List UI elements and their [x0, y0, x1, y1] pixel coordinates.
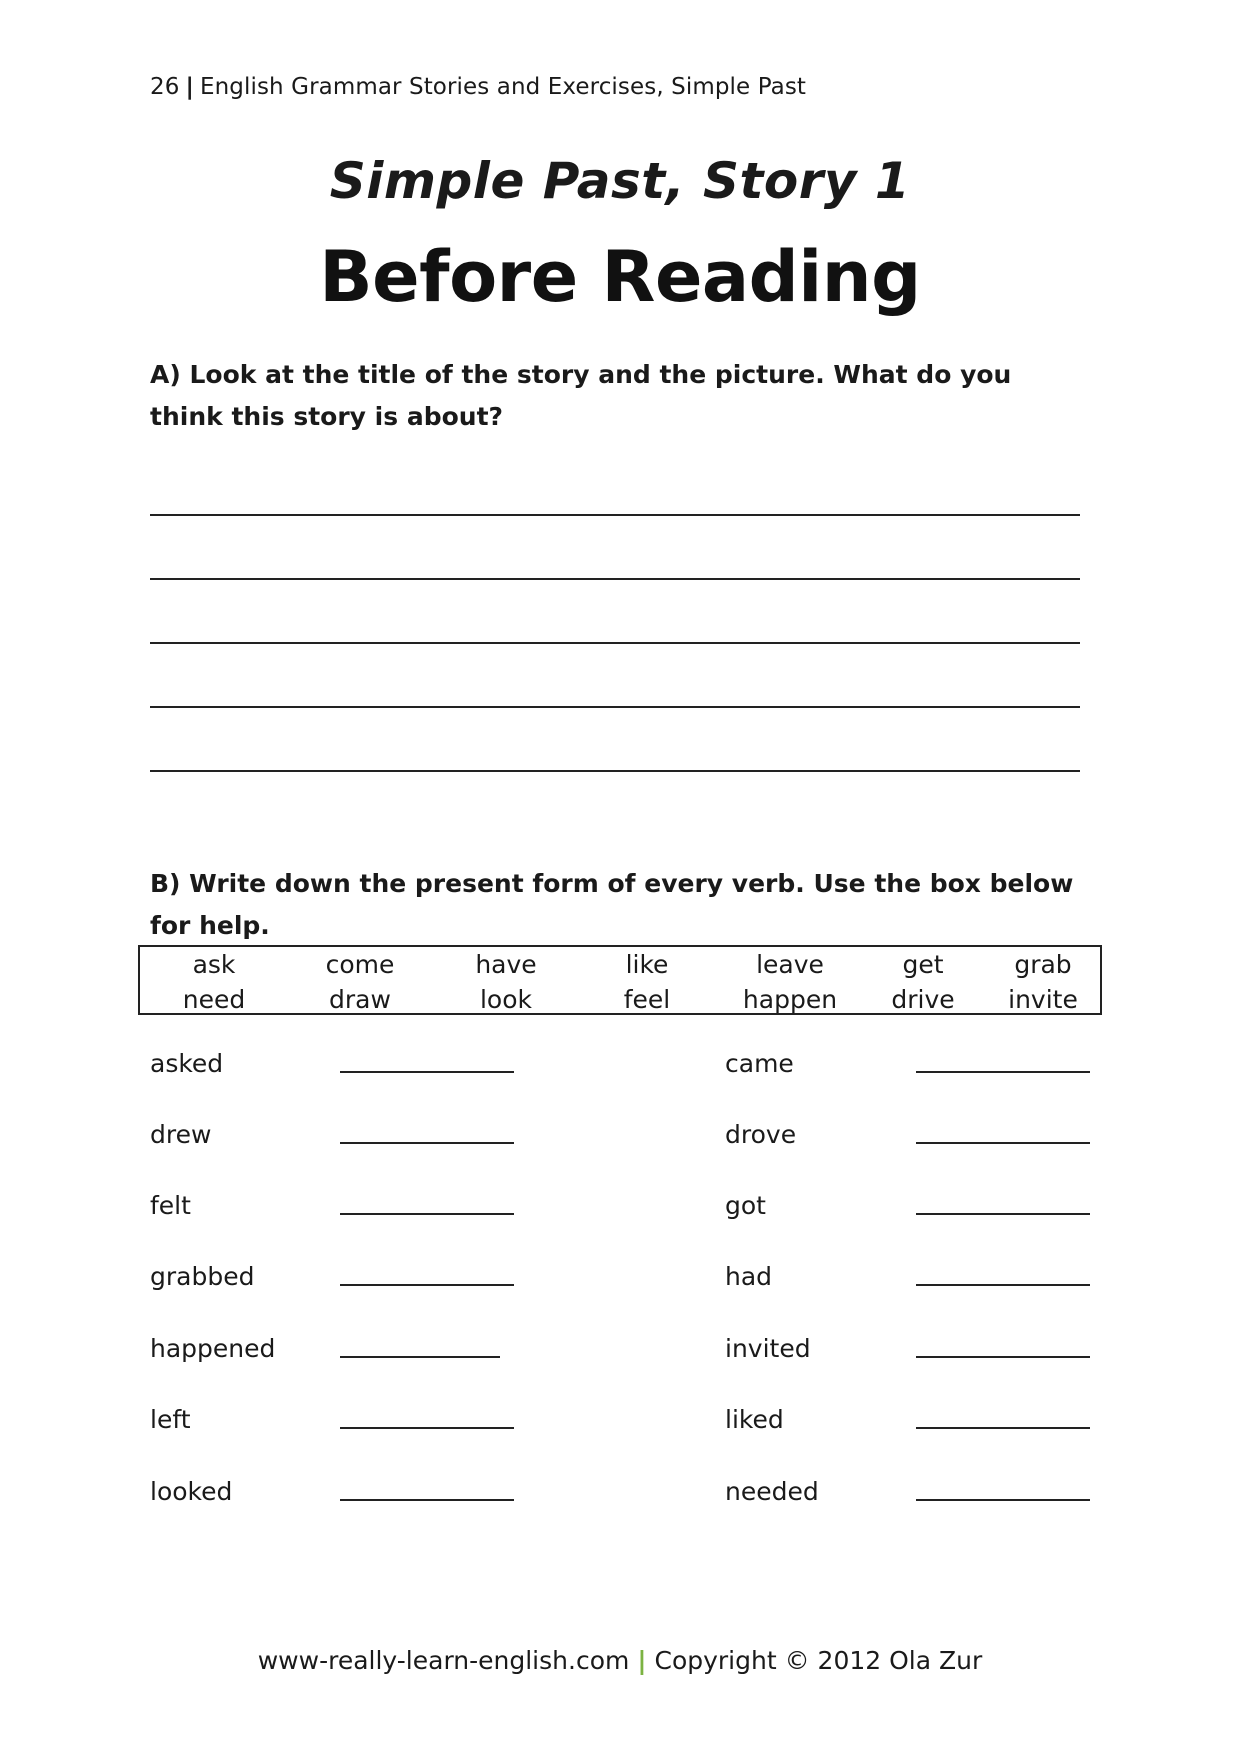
- instruction-a: A) Look at the title of the story and the picture. What do you think this story is about?: [150, 360, 1012, 431]
- present-form-blank[interactable]: [340, 1356, 500, 1358]
- present-form-blank[interactable]: [916, 1213, 1090, 1215]
- verb-row: [725, 1191, 1125, 1223]
- past-verb-label: drew: [150, 1120, 212, 1149]
- word-box-word: drive: [891, 985, 955, 1014]
- header-separator: |: [185, 74, 194, 100]
- past-verb-label: asked: [150, 1049, 224, 1078]
- present-form-blank[interactable]: [340, 1284, 514, 1286]
- verb-row: [725, 1477, 1125, 1509]
- past-verb-label: needed: [725, 1477, 819, 1506]
- present-form-blank[interactable]: [340, 1071, 514, 1073]
- present-form-blank[interactable]: [916, 1071, 1090, 1073]
- word-box-column: [290, 947, 430, 1017]
- past-verb-label: drove: [725, 1120, 797, 1149]
- present-form-blank[interactable]: [340, 1427, 514, 1429]
- word-box-word: need: [182, 985, 246, 1014]
- verb-row: [150, 1405, 550, 1437]
- word-box-word: come: [325, 950, 395, 979]
- word-box-column: [577, 947, 717, 1017]
- verb-row: [725, 1049, 1125, 1081]
- footer-website: www-really-learn-english.com: [257, 1646, 630, 1675]
- word-box-column: [436, 947, 576, 1017]
- word-box-column: [973, 947, 1113, 1017]
- past-verb-label: grabbed: [150, 1262, 255, 1291]
- present-form-blank[interactable]: [916, 1284, 1090, 1286]
- running-header: [150, 74, 806, 100]
- past-verb-label: liked: [725, 1405, 784, 1434]
- word-box-word: get: [902, 950, 944, 979]
- word-box-column: [853, 947, 993, 1017]
- past-verb-label: looked: [150, 1477, 233, 1506]
- present-form-blank[interactable]: [916, 1356, 1090, 1358]
- answer-line[interactable]: [150, 770, 1080, 772]
- present-form-blank[interactable]: [916, 1499, 1090, 1501]
- present-form-blank[interactable]: [340, 1142, 514, 1144]
- verb-row: [150, 1191, 550, 1223]
- word-box-word: like: [625, 950, 669, 979]
- word-box-word: feel: [623, 985, 671, 1014]
- story-title: Simple Past, Story 1: [329, 152, 911, 210]
- past-verb-label: had: [725, 1262, 773, 1291]
- present-form-blank[interactable]: [916, 1427, 1090, 1429]
- answer-line[interactable]: [150, 514, 1080, 516]
- verb-row: [725, 1120, 1125, 1152]
- word-box-word: draw: [329, 985, 391, 1014]
- word-box-word: leave: [756, 950, 824, 979]
- answer-line[interactable]: [150, 642, 1080, 644]
- present-form-blank[interactable]: [340, 1213, 514, 1215]
- instruction-b: B) Write down the present form of every verb. Use the box below for help.: [150, 869, 1074, 940]
- page-footer: [0, 1646, 1240, 1675]
- verb-row: [150, 1334, 550, 1366]
- word-box-word: happen: [742, 985, 838, 1014]
- verb-row: [150, 1049, 550, 1081]
- present-form-blank[interactable]: [916, 1142, 1090, 1144]
- verb-row: [150, 1477, 550, 1509]
- verb-row: [150, 1120, 550, 1152]
- past-verb-label: came: [725, 1049, 794, 1078]
- footer-divider: |: [637, 1646, 647, 1675]
- word-box-word: look: [479, 985, 532, 1014]
- page-number: 26: [150, 74, 180, 100]
- word-box-word: have: [475, 950, 537, 979]
- past-verb-label: invited: [725, 1334, 811, 1363]
- word-box-column: [720, 947, 860, 1017]
- word-help-box: [138, 945, 1102, 1015]
- verb-row: [725, 1334, 1125, 1366]
- footer-copyright: Copyright © 2012 Ola Zur: [654, 1646, 983, 1675]
- past-verb-label: felt: [150, 1191, 191, 1220]
- verb-row: [150, 1262, 550, 1294]
- past-verb-label: happened: [150, 1334, 276, 1363]
- present-form-blank[interactable]: [340, 1499, 514, 1501]
- past-verb-label: left: [150, 1405, 191, 1434]
- past-verb-label: got: [725, 1191, 766, 1220]
- word-box-word: grab: [1014, 950, 1072, 979]
- word-box-word: ask: [192, 950, 236, 979]
- verb-row: [725, 1262, 1125, 1294]
- word-box-column: [144, 947, 284, 1017]
- verb-row: [725, 1405, 1125, 1437]
- section-title: Before Reading: [319, 236, 921, 318]
- answer-line[interactable]: [150, 706, 1080, 708]
- answer-line[interactable]: [150, 578, 1080, 580]
- word-box-word: invite: [1008, 985, 1078, 1014]
- book-title: English Grammar Stories and Exercises, Simple Past: [199, 74, 807, 100]
